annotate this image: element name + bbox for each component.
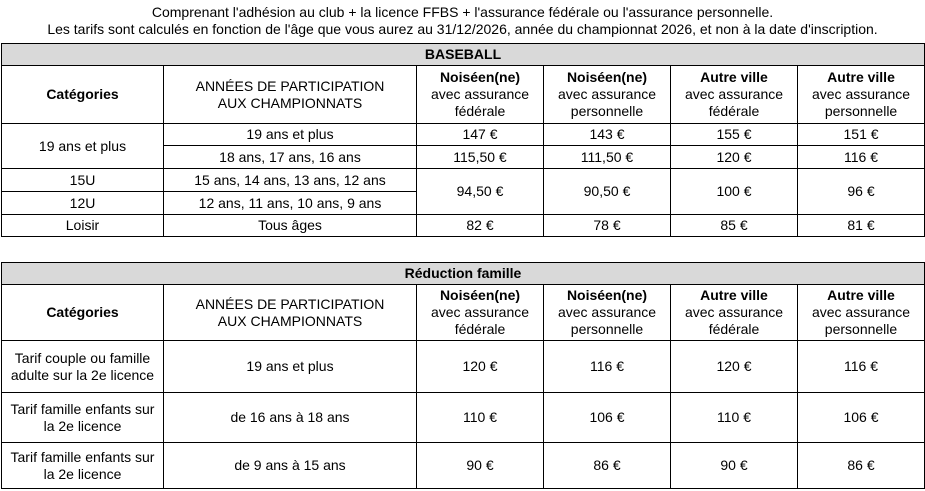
table-row — [2, 215, 925, 237]
price-cell: 120 € — [417, 341, 544, 393]
header-col-1-line3: fédérale — [454, 321, 506, 337]
table-title-row — [2, 263, 925, 285]
price-cell: 86 € — [544, 443, 671, 489]
header-annees — [164, 66, 417, 124]
header-col-2-line3: personnelle — [570, 103, 644, 119]
header-col-3-line3: fédérale — [708, 321, 760, 337]
header-col-4-line2: avec assurance — [811, 304, 911, 320]
price-cell: 120 € — [671, 341, 798, 393]
baseball-pricing-table — [1, 43, 925, 237]
annees-cell: 12 ans, 11 ans, 10 ans, 9 ans — [164, 192, 417, 215]
header-annees-line-2: AUX CHAMPIONNATS — [217, 94, 363, 111]
header-col-1 — [417, 66, 544, 124]
annees-cell: 15 ans, 14 ans, 13 ans, 12 ans — [164, 169, 417, 192]
header-col-2-title: Noiséen(ne) — [566, 287, 648, 303]
header-col-1-line3: fédérale — [454, 103, 506, 119]
header-col-2 — [544, 285, 671, 341]
price-cell: 147 € — [417, 124, 544, 146]
annees-cell: de 16 ans à 18 ans — [164, 393, 417, 443]
price-cell: 155 € — [671, 124, 798, 146]
header-col-3-line2: avec assurance — [684, 304, 784, 320]
intro-line-1: Comprenant l'adhésion au club + la licence FFBS + l'assurance fédérale ou l'assurance personnelle. — [151, 4, 774, 20]
price-cell: 106 € — [798, 393, 925, 443]
price-cell: 120 € — [671, 146, 798, 169]
price-cell: 116 € — [798, 341, 925, 393]
header-col-3-line2: avec assurance — [684, 86, 784, 102]
header-col-4-title: Autre ville — [827, 69, 895, 85]
annees-cell: 19 ans et plus — [164, 124, 417, 146]
category-cell — [2, 341, 164, 393]
category-cell: 12U — [2, 192, 164, 215]
price-cell: 116 € — [544, 341, 671, 393]
header-col-2-line3: personnelle — [570, 321, 644, 337]
category-line-1: Tarif couple ou famille — [14, 349, 151, 366]
header-annees — [164, 285, 417, 341]
price-cell: 110 € — [671, 393, 798, 443]
header-col-4-line3: personnelle — [824, 321, 898, 337]
annees-cell: 18 ans, 17 ans, 16 ans — [164, 146, 417, 169]
intro-line-2: Les tarifs sont calculés en fonction de l'âge que vous aurez au 31/12/2026, année du championnat 2026, et non à la date d'inscription. — [47, 21, 878, 37]
category-line-1: Tarif famille enfants sur — [10, 400, 155, 417]
price-cell: 82 € — [417, 215, 544, 237]
table-title-row — [2, 44, 925, 66]
family-discount-table — [1, 262, 925, 489]
intro-text — [0, 4, 925, 38]
price-cell: 90 € — [671, 443, 798, 489]
table-row — [2, 169, 925, 192]
annees-cell: de 9 ans à 15 ans — [164, 443, 417, 489]
header-categories: Catégories — [2, 285, 164, 341]
header-col-4 — [798, 66, 925, 124]
header-col-2-line2: avec assurance — [557, 304, 657, 320]
price-cell: 90,50 € — [544, 169, 671, 215]
category-cell: Loisir — [2, 215, 164, 237]
price-cell: 100 € — [671, 169, 798, 215]
header-col-2-title: Noiséen(ne) — [566, 69, 648, 85]
table-row — [2, 443, 925, 489]
price-cell: 106 € — [544, 393, 671, 443]
famille-title: Réduction famille — [2, 263, 925, 285]
price-cell: 81 € — [798, 215, 925, 237]
header-row — [2, 66, 925, 124]
baseball-title: BASEBALL — [2, 44, 925, 66]
price-cell: 85 € — [671, 215, 798, 237]
annees-cell: Tous âges — [164, 215, 417, 237]
category-line-2: la 2e licence — [43, 465, 122, 482]
header-col-4 — [798, 285, 925, 341]
header-annees-line-1: ANNÉES DE PARTICIPATION — [195, 77, 385, 94]
category-cell — [2, 443, 164, 489]
annees-cell: 19 ans et plus — [164, 341, 417, 393]
price-cell: 151 € — [798, 124, 925, 146]
header-annees-line-1: ANNÉES DE PARTICIPATION — [195, 295, 385, 312]
header-col-2 — [544, 66, 671, 124]
price-cell: 90 € — [417, 443, 544, 489]
header-col-1-title: Noiséen(ne) — [439, 69, 521, 85]
category-line-2: adulte sur la 2e licence — [10, 366, 155, 383]
category-cell: 19 ans et plus — [2, 124, 164, 169]
header-col-4-line3: personnelle — [824, 103, 898, 119]
table-row — [2, 393, 925, 443]
category-cell — [2, 393, 164, 443]
table-row — [2, 341, 925, 393]
header-col-4-line2: avec assurance — [811, 86, 911, 102]
header-col-3 — [671, 66, 798, 124]
header-col-1-title: Noiséen(ne) — [439, 287, 521, 303]
header-col-2-line2: avec assurance — [557, 86, 657, 102]
header-col-3-line3: fédérale — [708, 103, 760, 119]
header-row — [2, 285, 925, 341]
category-line-2: la 2e licence — [43, 417, 122, 434]
category-line-1: Tarif famille enfants sur — [10, 448, 155, 465]
price-cell: 116 € — [798, 146, 925, 169]
table-row — [2, 124, 925, 146]
header-col-3 — [671, 285, 798, 341]
price-cell: 111,50 € — [544, 146, 671, 169]
header-col-3-title: Autre ville — [700, 287, 768, 303]
price-cell: 94,50 € — [417, 169, 544, 215]
price-cell: 86 € — [798, 443, 925, 489]
header-categories: Catégories — [2, 66, 164, 124]
header-col-1-line2: avec assurance — [430, 304, 530, 320]
header-col-4-title: Autre ville — [827, 287, 895, 303]
price-cell: 143 € — [544, 124, 671, 146]
price-cell: 115,50 € — [417, 146, 544, 169]
header-annees-line-2: AUX CHAMPIONNATS — [217, 312, 363, 329]
price-cell: 78 € — [544, 215, 671, 237]
header-col-3-title: Autre ville — [700, 69, 768, 85]
price-cell: 110 € — [417, 393, 544, 443]
category-cell: 15U — [2, 169, 164, 192]
header-col-1 — [417, 285, 544, 341]
price-cell: 96 € — [798, 169, 925, 215]
header-col-1-line2: avec assurance — [430, 86, 530, 102]
